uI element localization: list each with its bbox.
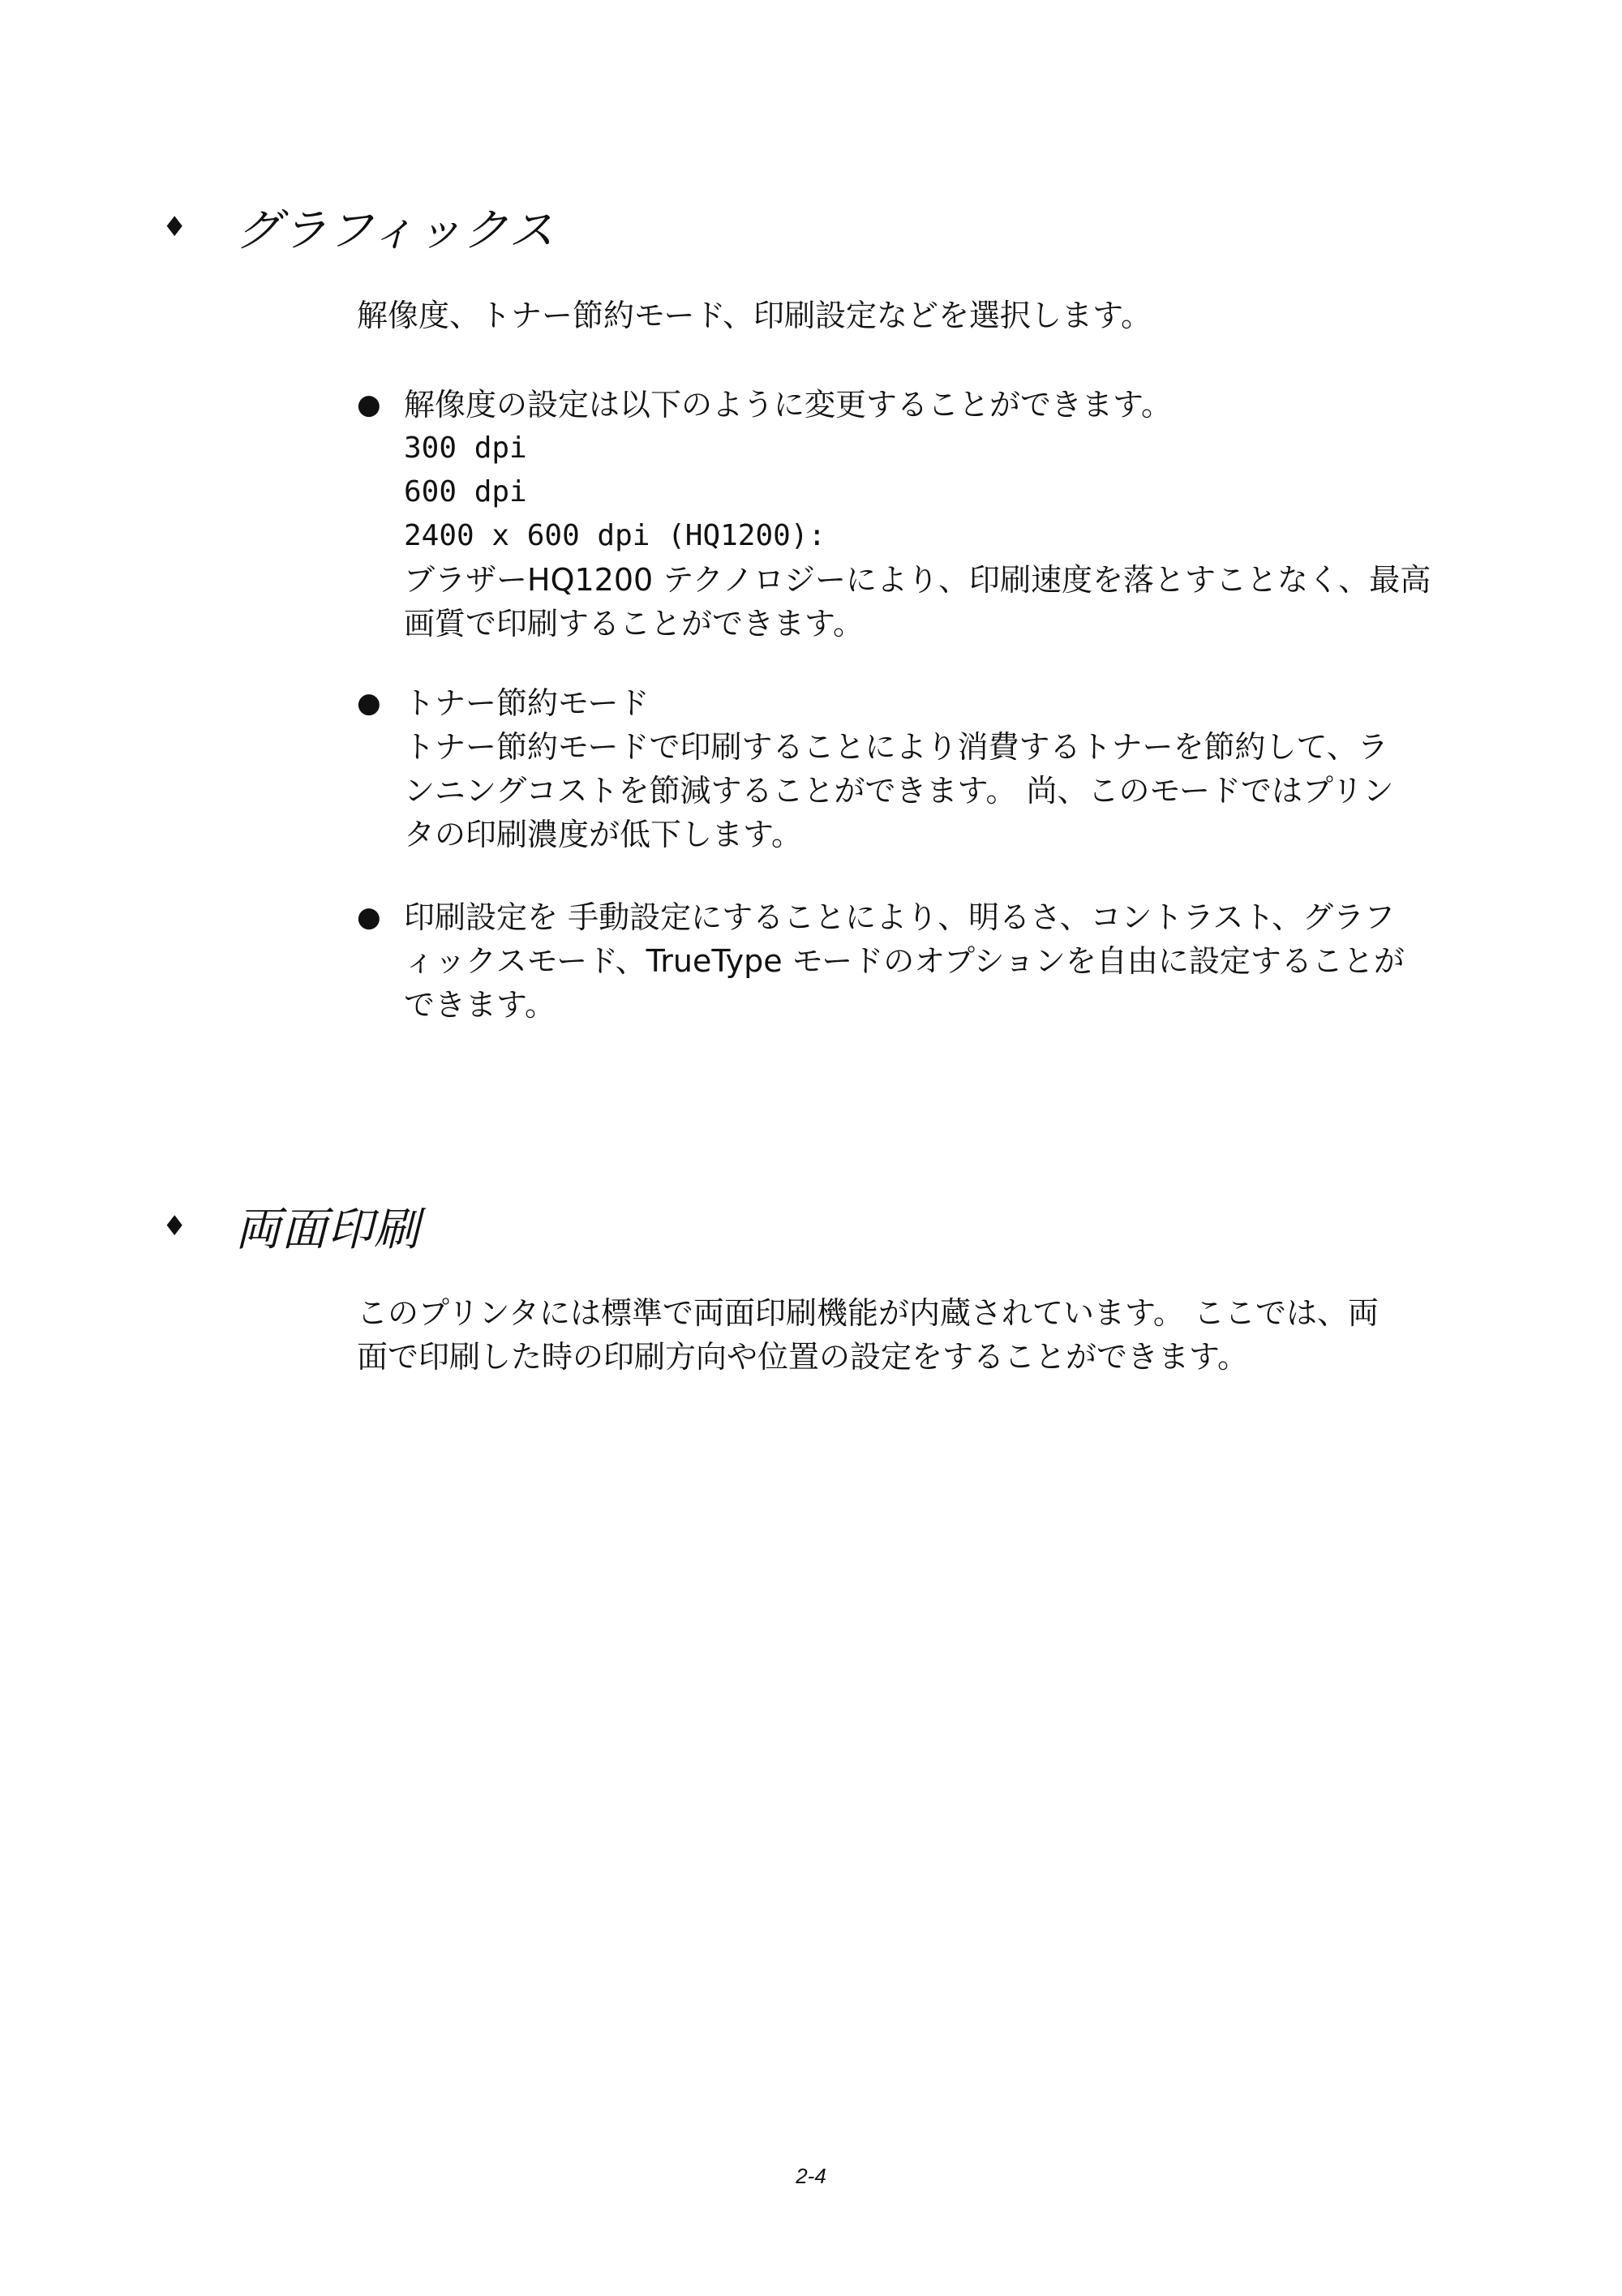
- paragraph-line: 面で印刷した時の印刷方向や位置の設定をすることができます。: [357, 1339, 1248, 1375]
- bullet-dot-icon: ●: [357, 388, 381, 421]
- list-item-body: [404, 681, 1476, 856]
- resolution-option: 2400 x 600 dpi (HQ1200):: [404, 519, 826, 552]
- section-title: 両面印刷: [235, 1204, 420, 1256]
- page-number: 2-4: [796, 2164, 826, 2188]
- list-item-line: ィックスモード、TrueType モードのオプションを自由に設定することが: [404, 943, 1405, 979]
- list-item-line: ブラザーHQ1200 テクノロジーにより、印刷速度を落とすことなく、最高: [404, 562, 1431, 598]
- list-item-line: ンニングコストを節減することができます。 尚、このモードではプリン: [404, 773, 1394, 809]
- section-title: グラフィックス: [235, 204, 555, 257]
- resolution-option: 300 dpi: [404, 431, 527, 465]
- list-item-body: [404, 383, 1476, 646]
- section-heading-duplex: [162, 1194, 420, 1259]
- list-item-line: タの印刷濃度が低下します。: [404, 817, 802, 852]
- bullet-dot-icon: ●: [357, 687, 381, 719]
- resolution-option: 600 dpi: [404, 475, 527, 509]
- bullet-dot-icon: ●: [357, 901, 381, 933]
- section-heading-graphics: [162, 195, 555, 260]
- list-item-print-settings: [357, 895, 1476, 1027]
- list-item-body: [404, 895, 1476, 1027]
- paragraph-line: このプリンタには標準で両面印刷機能が内蔵されています。 ここでは、両: [357, 1295, 1380, 1331]
- section-intro: 解像度、トナー節約モード、印刷設定などを選択します。: [357, 298, 1152, 333]
- list-item-line: トナー節約モード: [404, 685, 650, 721]
- list-item-resolution: [357, 383, 1476, 646]
- list-item-toner-save: [357, 681, 1476, 856]
- list-item-line: 画質で印刷することができます。: [404, 606, 864, 642]
- diamond-bullet-icon: ♦: [162, 211, 187, 243]
- list-item-line: トナー節約モードで印刷することにより消費するトナーを節約して、ラ: [404, 729, 1388, 765]
- list-item-line: 印刷設定を 手動設定にすることにより、明るさ、コントラスト、グラフ: [404, 899, 1396, 935]
- diamond-bullet-icon: ♦: [162, 1210, 187, 1242]
- list-item-line: 解像度の設定は以下のように変更することができます。: [404, 387, 1172, 423]
- list-item-line: できます。: [404, 987, 556, 1023]
- section-intro: [357, 1291, 1476, 1379]
